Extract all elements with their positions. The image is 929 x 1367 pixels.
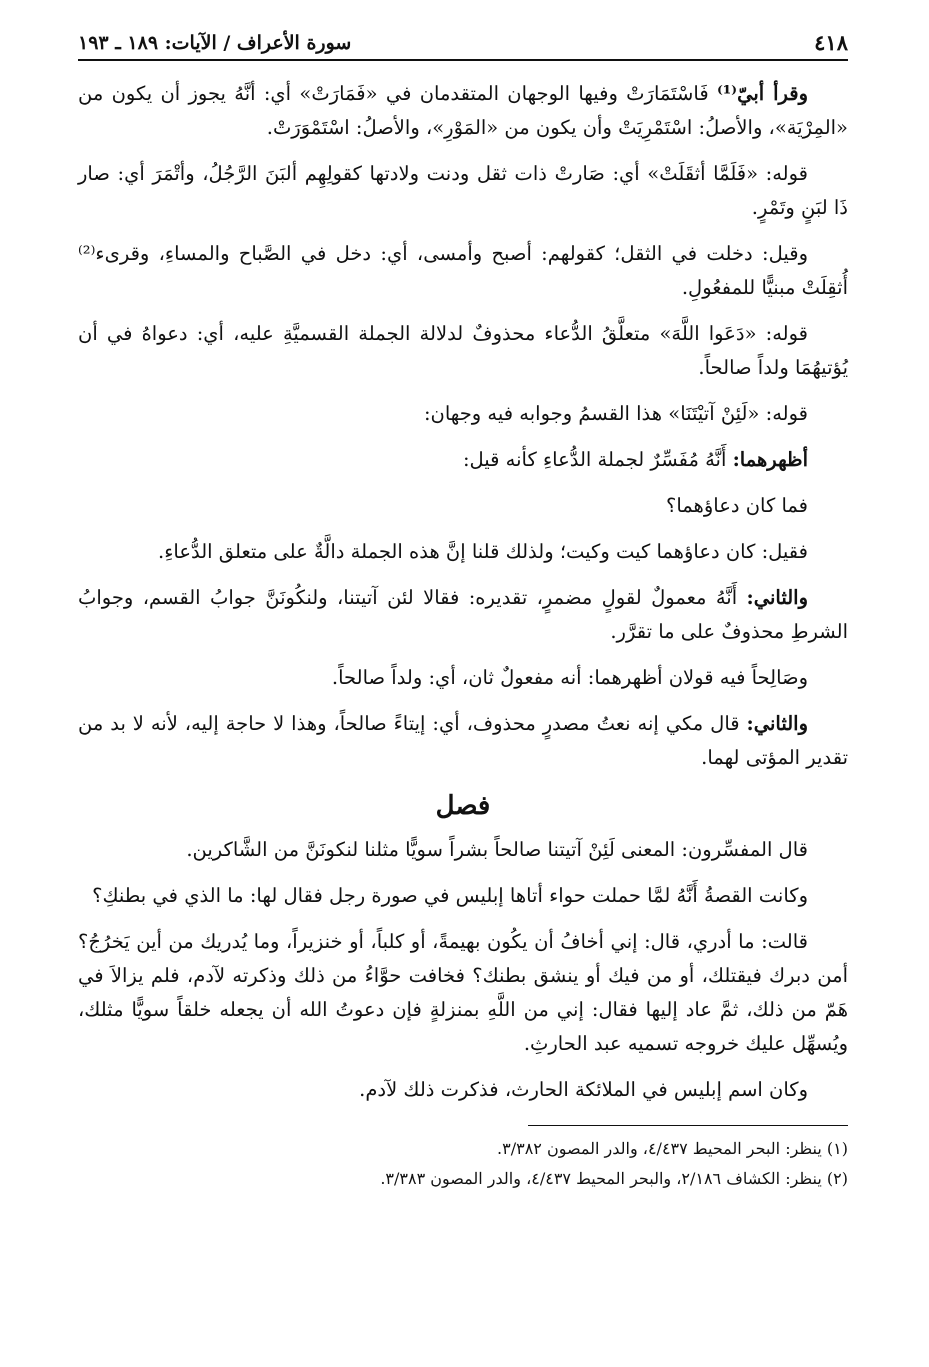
paragraph <box>78 661 848 695</box>
running-title: سورة الأعراف / الآيات: ١٨٩ ـ ١٩٣ <box>78 31 352 54</box>
paragraph-lead: والثاني: <box>746 712 808 735</box>
paragraph-text: فما كان دعاؤهما؟ <box>665 494 808 517</box>
footnote: (١) ينظر: البحر المحيط ٤/٤٣٧، والدر المصون ٣/٣٨٢. <box>497 1139 848 1158</box>
paragraph <box>78 237 848 305</box>
book-page <box>78 30 848 1194</box>
paragraph-text: فَاسْتَمَارَتْ وفيها الوجهان المتقدمان في «فَمَارَتْ» أي: أنَّهُ يجوز أن يكون من «المِرْيَة»، والأصلُ: اسْتَمْرِيَتْ وأن يكون من «المَوْرِ»، والأصلُ: اسْتَمْوَرَتْ. <box>78 82 848 139</box>
paragraph <box>78 157 848 225</box>
header-left <box>351 30 848 55</box>
section-heading: فصل <box>435 791 491 821</box>
paragraph <box>78 317 848 385</box>
paragraph-text: أَنَّهُ مُفَسِّرٌ لجملة الدُّعاءِ كأنه قيل: <box>462 448 733 471</box>
section-paragraph: وكان اسم إبليس في الملائكة الحارث، فذكرت ذلك لآدم. <box>359 1078 808 1101</box>
footnotes <box>78 1134 848 1194</box>
paragraph-text: وصَالِحاً فيه قولان أظهرهما: أنه مفعولٌ ثان، أي: ولداً صالحاً. <box>331 666 808 689</box>
section-paragraph: قال المفسِّرون: المعنى لَئِنْ آتيتنا صالحاً بشراً سويًّا مثلنا لنكونَنَّ من الشَّاكرين. <box>186 838 808 861</box>
paragraph <box>78 443 848 477</box>
paragraph <box>78 489 848 523</box>
paragraph-text: قوله: «دَعَوا اللَّهَ» متعلَّقُ الدُّعاء محذوفٌ لدلالة الجملة القسميَّةِ عليه، أي: دعواهُ في أن يُؤتيهُمَا ولداً صالحاً. <box>78 322 848 379</box>
paragraph <box>78 707 848 775</box>
paragraph-text: فقيل: كان دعاؤهما كيت وكيت؛ ولذلك قلنا إنَّ هذه الجملة دالَّةٌ على متعلق الدُّعاءِ. <box>158 540 808 563</box>
paragraph <box>78 397 848 431</box>
paragraph-text: أَنَّهُ معمولٌ لقولٍ مضمرٍ، تقديره: فقالا لئن آتيتنا، ولنكُونَنَّ جوابُ القسم، وجوابُ الشرطِ محذوفٌ على ما تقرَّر. <box>78 586 848 643</box>
paragraph <box>78 581 848 649</box>
section-paragraph: وكانت القصةُ أَنَّهُ لمَّا حملت حواء أتاها إبليس في صورة رجل فقال لها: ما الذي في بطنكِ؟ <box>92 884 808 907</box>
section-paragraph: قالت: ما أدري، قال: إني أخافُ أن يكُون بهيمةً، أو كلباً، أو خنزيراً، وما يُدريك من أين يَخرُجُ؟ أمن دبرك فيقتلك، أو من فيك أو ينشق بطنك؟ فخافت حوَّاءُ من ذلك وذكرته لآدم، فلم يزالاَ في هَمّ من ذلك، ثمَّ عاد إليها فقال: إني من اللَّهِ بمنزلةٍ فإن دعوتُ الله أن يجعله خلقاً سويًّا مثلك، ويُسهِّل عليك خروجه تسميه عبد الحارثِ. <box>78 930 848 1055</box>
footnote-divider <box>528 1125 848 1126</box>
paragraph-lead: أظهرهما: <box>732 448 808 471</box>
paragraph-text: قال مكي إنه نعتُ مصدرٍ محذوف، أي: إيتاءً صالحاً، وهذا لا حاجة إليه، لأنه لا بد من تقدير المؤتى لهما. <box>78 712 848 769</box>
paragraph <box>78 535 848 569</box>
paragraph-text: قوله: «فَلَمَّا أثقَلَتْ» أي: صَارتْ ذات ثقل ودنت ولادتها كقولِهِم ألبَنَ الرَّجُلُ، وأتْمَرَ أي: صار ذَا لبَنٍ وتَمْرٍ. <box>78 162 848 219</box>
paragraph-text: وقيل: دخلت في الثقل؛ كقولهم: أصبح وأمسى، أي: دخل في الصَّباح والمساءِ، وقرىء⁽²⁾ أُثقِلَتْ مبنيًّا للمفعُولِ. <box>78 242 848 299</box>
paragraph-text: قوله: «لَئِنْ آتيْتَنَا» هذا القسمُ وجوابه فيه وجهان: <box>423 402 808 425</box>
running-header <box>78 30 848 61</box>
paragraph <box>78 77 848 145</box>
paragraph-lead: وقرأ أبيّ⁽¹⁾ <box>716 82 808 105</box>
page-number: ٤١٨ <box>814 30 848 55</box>
main-text <box>78 77 848 1107</box>
footnote: (٢) ينظر: الكشاف ٢/١٨٦، والبحر المحيط ٤/٤٣٧، والدر المصون ٣/٣٨٣. <box>380 1169 848 1188</box>
paragraph-lead: والثاني: <box>746 586 808 609</box>
